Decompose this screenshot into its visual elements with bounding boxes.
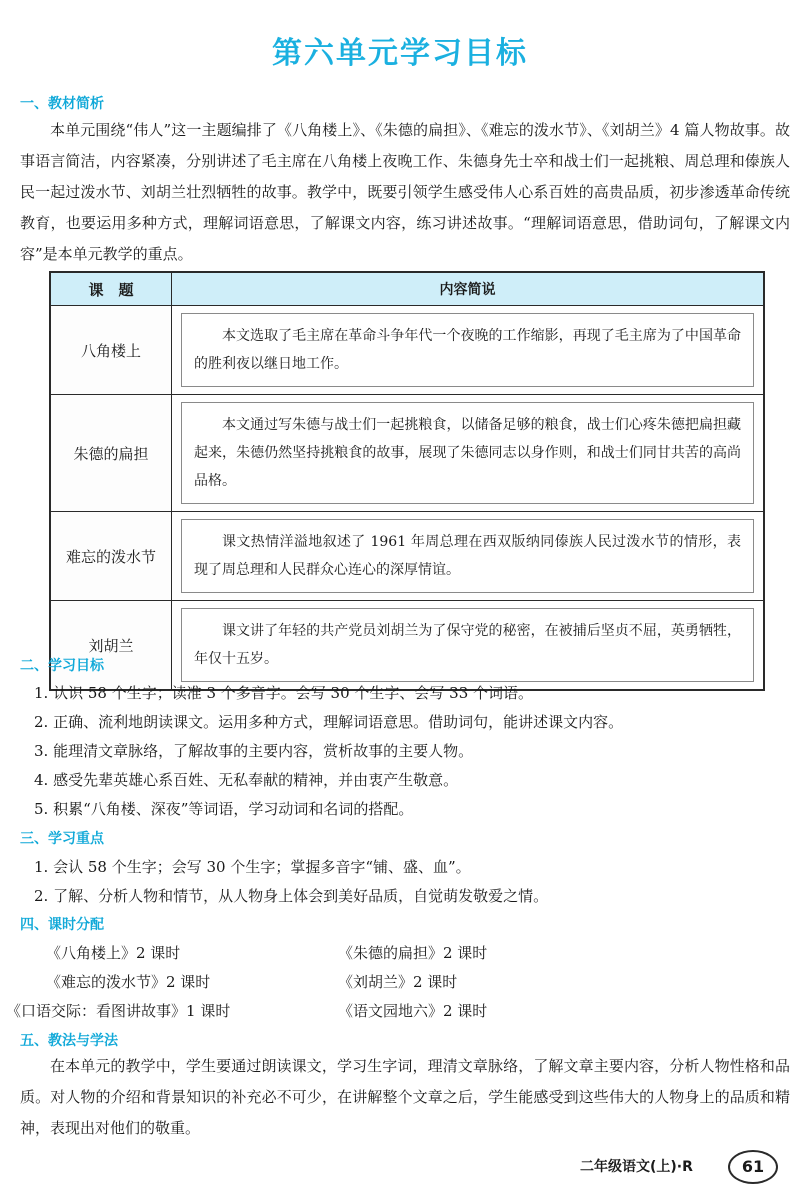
lesson-summary-cell (172, 601, 765, 691)
table-header-title: 课 题 (50, 272, 172, 306)
lesson-summary: 本文通过写朱德与战士们一起挑粮食，以储备足够的粮食，战士们心疼朱德把扁担藏起来，朱德仍然坚持挑粮食的故事，展现了朱德同志以身作则，和战士们同甘共苦的高尚品格。 (181, 402, 754, 504)
table-row (50, 512, 764, 601)
goal-item: 4. 感受先辈英雄心系百姓、无私奉献的精神，并由衷产生敬意。 (34, 771, 459, 789)
schedule-item: 《语文园地六》2 课时 (338, 1002, 488, 1020)
goal-item: 5. 积累“八角楼、深夜”等词语，学习动词和名词的搭配。 (34, 800, 414, 818)
lesson-title: 难忘的泼水节 (50, 512, 172, 601)
key-point-item: 2. 了解、分析人物和情节，从人物身上体会到美好品质，自觉萌发敬爱之情。 (34, 887, 549, 905)
table-row (50, 601, 764, 691)
page-title: 第六单元学习目标 (272, 36, 528, 71)
lesson-title: 八角楼上 (50, 306, 172, 395)
section-heading-overview: 一、教材简析 (20, 96, 104, 112)
lesson-title: 刘胡兰 (50, 601, 172, 691)
lesson-summary-cell (172, 395, 765, 512)
schedule-item: 《刘胡兰》2 课时 (338, 973, 458, 991)
page-number: 61 (728, 1150, 778, 1184)
section-heading-goals: 二、学习目标 (20, 658, 104, 674)
table-header-summary: 内容简说 (172, 272, 765, 306)
book-label: 二年级语文(上)·R (580, 1159, 693, 1175)
methods-paragraph: 在本单元的教学中，学生要通过朗读课文，学习生字词，理清文章脉络，了解文章主要内容，分析人物性格和品质。对人物的介绍和背景知识的补充必不可少，在讲解整个文章之后，学生能感受到这些伟大的人物身上的品质和精神，表现出对他们的敬重。 (20, 1057, 790, 1137)
schedule-item: 《口语交际：看图讲故事》1 课时 (6, 1002, 231, 1020)
schedule-item: 《难忘的泼水节》2 课时 (46, 973, 211, 991)
lesson-summary-cell (172, 306, 765, 395)
goal-item: 2. 正确、流利地朗读课文。运用多种方式，理解词语意思。借助词句，能讲述课文内容。 (34, 713, 624, 731)
table-row (50, 395, 764, 512)
section-heading-key-points: 三、学习重点 (20, 831, 104, 847)
goal-item: 1. 认识 58 个生字；读准 3 个多音字。会写 30 个生字、会写 33 个词语。 (34, 684, 534, 702)
table-header-row (50, 272, 764, 306)
section-heading-methods: 五、教法与学法 (20, 1033, 118, 1049)
section-heading-schedule: 四、课时分配 (20, 917, 104, 933)
lesson-summary-table (49, 271, 765, 691)
table-row (50, 306, 764, 395)
key-point-item: 1. 会认 58 个生字；会写 30 个生字；掌握多音字“铺、盛、血”。 (34, 858, 471, 876)
lesson-summary: 课文讲了年轻的共产党员刘胡兰为了保守党的秘密，在被捕后坚贞不屈，英勇牺牲，年仅十五岁。 (181, 608, 754, 682)
schedule-item: 《朱德的扁担》2 课时 (338, 944, 488, 962)
schedule-item: 《八角楼上》2 课时 (46, 944, 181, 962)
overview-paragraph: 本单元围绕“伟人”这一主题编排了《八角楼上》、《朱德的扁担》、《难忘的泼水节》、《刘胡兰》4 篇人物故事。故事语言简洁，内容紧凑，分别讲述了毛主席在八角楼上夜晚工作、朱德身先士卒和战士们一起挑粮、周总理和傣族人民一起过泼水节、刘胡兰壮烈牺牲的故事。教学中，既要引领学生感受伟人心系百姓的高贵品质，初步渗透革命传统教育，也要运用多种方式，理解词语意思，了解课文内容，练习讲述故事。“理解词语意思，借助词句，了解课文内容”是本单元教学的重点。 (20, 121, 790, 263)
lesson-summary: 课文热情洋溢地叙述了 1961 年周总理在西双版纳同傣族人民过泼水节的情形，表现了周总理和人民群众心连心的深厚情谊。 (181, 519, 754, 593)
lesson-title: 朱德的扁担 (50, 395, 172, 512)
goal-item: 3. 能理清文章脉络，了解故事的主要内容，赏析故事的主要人物。 (34, 742, 474, 760)
lesson-summary: 本文选取了毛主席在革命斗争年代一个夜晚的工作缩影，再现了毛主席为了中国革命的胜利夜以继日地工作。 (181, 313, 754, 387)
lesson-summary-cell (172, 512, 765, 601)
